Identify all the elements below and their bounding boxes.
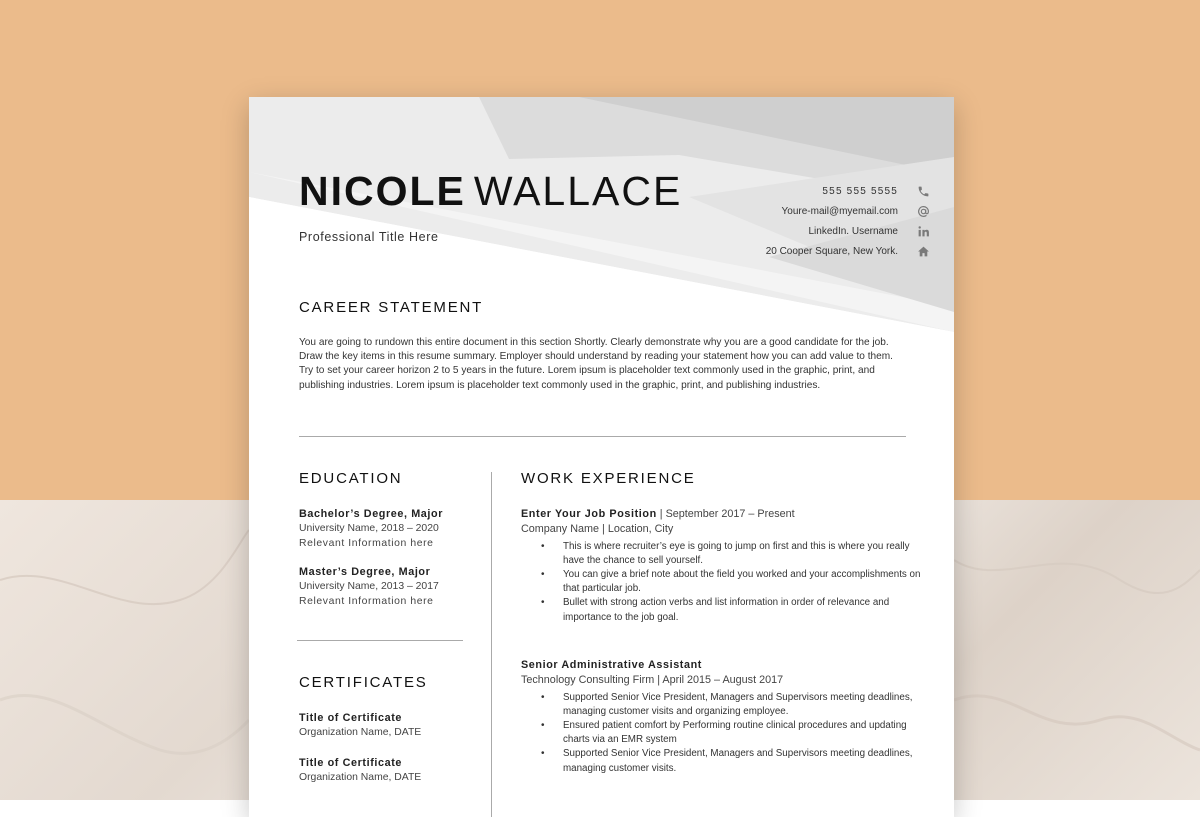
career-statement-text: You are going to rundown this entire document in this section Shortly. Clearly demonstrate why you are a good candidate for the job. Draw the key items in this resume summary. Employer should understand by reading your statement how you can add value to them. Try to set your career horizon 2 to 5 years in the future. Lorem ipsum is placeholder text commonly used in the graphic, print, and publishing industries. Lorem ipsum is placeholder text commonly used in the graphic, print, and publishing industries. (299, 337, 893, 391)
school: University Name, 2013 – 2017 (299, 581, 439, 592)
relevant-info: Relevant Information here (299, 537, 434, 549)
column-divider (491, 472, 492, 817)
certificate-org: Organization Name, DATE (299, 772, 422, 783)
job-bullets (521, 540, 921, 625)
contact-block (766, 181, 930, 261)
bullet-item: • Bullet with strong action verbs and list information in order of relevance and importance to the job goal. (521, 596, 921, 624)
first-name: NICOLE (299, 168, 466, 214)
at-icon (916, 204, 930, 218)
job-company: Company Name | Location, City (521, 523, 674, 535)
degree: Bachelor’s Degree, Major (299, 508, 444, 520)
job-header (521, 507, 921, 522)
job-dates: | September 2017 – Present (656, 508, 795, 520)
contact-email (766, 201, 930, 221)
professional-title: Professional Title Here (299, 230, 439, 244)
bullet-item: • Ensured patient comfort by Performing routine clinical procedures and updating charts via an EMR system (521, 719, 921, 747)
contact-phone (766, 181, 930, 201)
certificate-item (299, 711, 479, 741)
education-item (299, 565, 479, 609)
job-header (521, 658, 921, 673)
linkedin-text: LinkedIn. Username (808, 225, 898, 237)
bullet-item: • You can give a brief note about the field you worked and your accomplishments on that particular job. (521, 568, 921, 596)
last-name: WALLACE (473, 168, 683, 214)
job-entry (521, 507, 921, 625)
contact-linkedin (766, 221, 930, 241)
certificate-org: Organization Name, DATE (299, 727, 422, 738)
job-bullets (521, 691, 921, 776)
degree: Master’s Degree, Major (299, 566, 431, 578)
certificate-item (299, 756, 479, 786)
linkedin-icon (916, 224, 930, 238)
education-divider (297, 640, 463, 641)
certificate-title: Title of Certificate (299, 757, 402, 769)
section-divider (299, 436, 906, 437)
job-role: Enter Your Job Position (521, 508, 657, 520)
work-experience-heading: WORK EXPERIENCE (521, 470, 696, 487)
home-icon (916, 244, 930, 258)
education-heading: EDUCATION (299, 470, 403, 487)
bullet-item: • Supported Senior Vice President, Managers and Supervisors meeting deadlines, managing customer visits and organizing employee. (521, 691, 921, 719)
career-heading: CAREER STATEMENT (299, 299, 484, 316)
candidate-name (299, 168, 683, 214)
job-entry (521, 658, 921, 776)
bullet-item: • Supported Senior Vice President, Managers and Supervisors meeting deadlines, managing customer visits. (521, 747, 921, 775)
email-text: Youre-mail@myemail.com (781, 205, 898, 217)
address-text: 20 Cooper Square, New York. (765, 245, 898, 257)
relevant-info: Relevant Information here (299, 595, 434, 607)
education-item (299, 507, 479, 551)
certificates-heading: CERTIFICATES (299, 674, 428, 691)
contact-address (766, 241, 930, 261)
certificate-title: Title of Certificate (299, 712, 402, 724)
bullet-item: • This is where recruiter’s eye is going to jump on first and this is where you really have the chance to sell yourself. (521, 540, 921, 568)
phone-text: 555 555 5555 (822, 185, 898, 197)
resume-page (249, 97, 954, 817)
phone-icon (916, 184, 930, 198)
school: University Name, 2018 – 2020 (299, 523, 439, 534)
job-company: Technology Consulting Firm | April 2015 – August 2017 (521, 674, 784, 686)
job-role: Senior Administrative Assistant (521, 659, 702, 671)
